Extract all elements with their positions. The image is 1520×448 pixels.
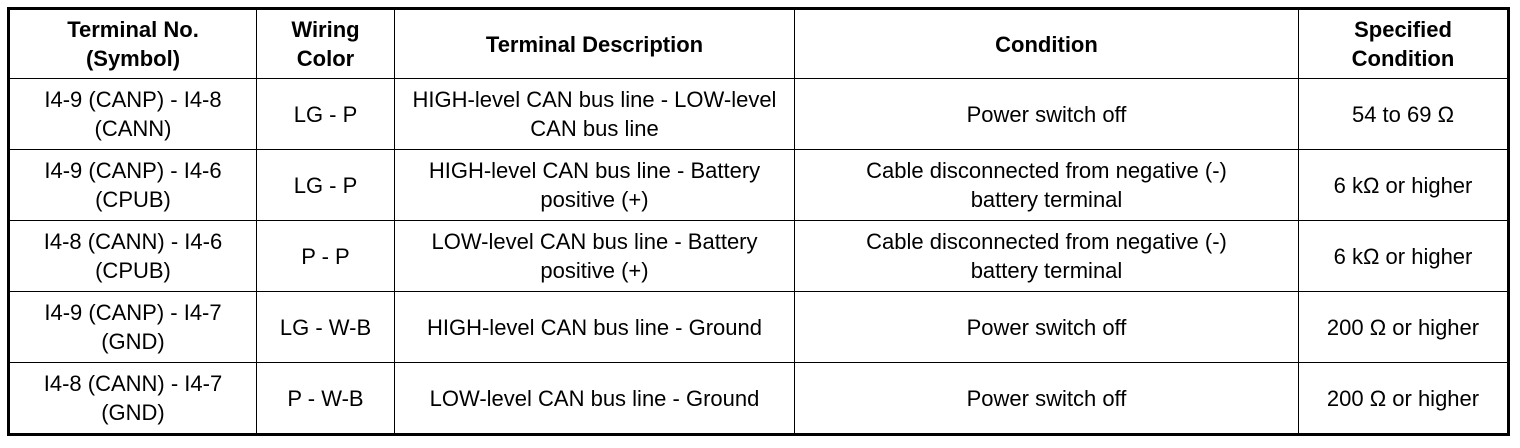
header-condition: Condition — [795, 9, 1299, 79]
cell-terminal-no: I4-8 (CANN) - I4-6 (CPUB) — [9, 221, 257, 292]
cell-condition: Power switch off — [795, 292, 1299, 363]
cell-condition: Power switch off — [795, 79, 1299, 150]
table-row — [9, 363, 1509, 435]
table-row — [9, 221, 1509, 292]
cell-wiring-color: P - W-B — [257, 363, 395, 435]
cell-terminal-no: I4-9 (CANP) - I4-7 (GND) — [9, 292, 257, 363]
cell-condition: Cable disconnected from negative (-) battery terminal — [795, 150, 1299, 221]
cell-specified-condition: 200 Ω or higher — [1299, 292, 1509, 363]
cell-wiring-color: LG - P — [257, 79, 395, 150]
cell-wiring-color: P - P — [257, 221, 395, 292]
table-row — [9, 79, 1509, 150]
cell-specified-condition: 6 kΩ or higher — [1299, 150, 1509, 221]
cell-specified-condition: 200 Ω or higher — [1299, 363, 1509, 435]
table-row — [9, 292, 1509, 363]
header-wiring-color: Wiring Color — [257, 9, 395, 79]
cell-terminal-no: I4-9 (CANP) - I4-8 (CANN) — [9, 79, 257, 150]
cell-terminal-description: HIGH-level CAN bus line - Ground — [395, 292, 795, 363]
table-row — [9, 150, 1509, 221]
cell-wiring-color: LG - P — [257, 150, 395, 221]
cell-terminal-no: I4-8 (CANN) - I4-7 (GND) — [9, 363, 257, 435]
header-terminal-description: Terminal Description — [395, 9, 795, 79]
terminal-spec-table-wrapper — [7, 7, 1510, 436]
header-specified-condition: Specified Condition — [1299, 9, 1509, 79]
header-terminal-no: Terminal No. (Symbol) — [9, 9, 257, 79]
cell-wiring-color: LG - W-B — [257, 292, 395, 363]
header-row — [9, 9, 1509, 79]
cell-condition: Cable disconnected from negative (-) battery terminal — [795, 221, 1299, 292]
terminal-spec-table — [7, 7, 1510, 436]
cell-terminal-description: LOW-level CAN bus line - Battery positive (+) — [395, 221, 795, 292]
cell-terminal-description: HIGH-level CAN bus line - Battery positive (+) — [395, 150, 795, 221]
cell-terminal-description: HIGH-level CAN bus line - LOW-level CAN bus line — [395, 79, 795, 150]
cell-specified-condition: 6 kΩ or higher — [1299, 221, 1509, 292]
cell-condition: Power switch off — [795, 363, 1299, 435]
cell-specified-condition: 54 to 69 Ω — [1299, 79, 1509, 150]
cell-terminal-no: I4-9 (CANP) - I4-6 (CPUB) — [9, 150, 257, 221]
cell-terminal-description: LOW-level CAN bus line - Ground — [395, 363, 795, 435]
